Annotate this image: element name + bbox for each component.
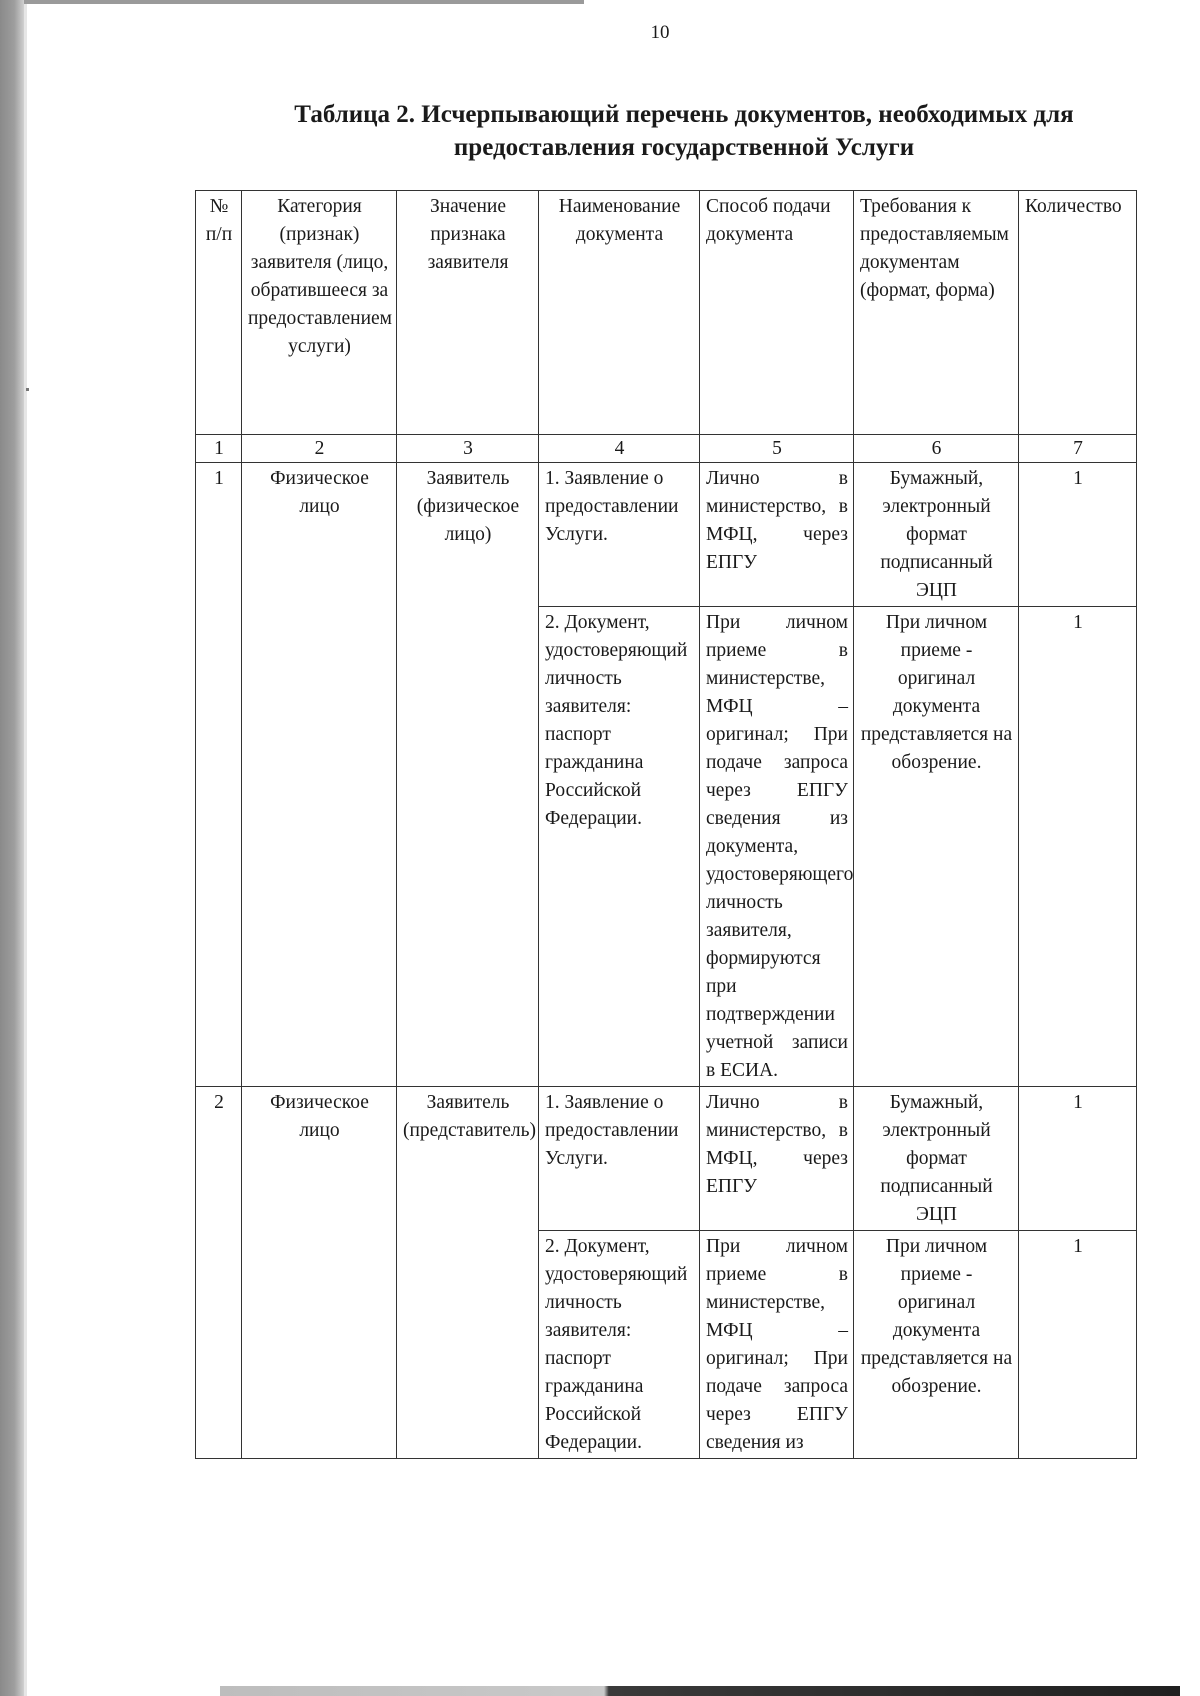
scan-speck — [26, 388, 29, 391]
doc-requirements: При личном приеме - оригинал документа представляется на обозрение. — [854, 607, 1019, 1087]
table-row — [196, 463, 1137, 607]
column-number: 3 — [397, 435, 539, 463]
doc-requirements: При личном приеме - оригинал документа представляется на обозрение. — [854, 1231, 1019, 1459]
page-title — [230, 98, 1138, 164]
column-number: 2 — [242, 435, 397, 463]
scan-margin-left — [0, 0, 24, 1696]
header-requirements: Требования к предоставляемым документам (формат, форма) — [854, 191, 1019, 435]
doc-quantity: 1 — [1019, 1231, 1137, 1459]
doc-quantity: 1 — [1019, 463, 1137, 607]
scan-margin-edge — [24, 0, 27, 1696]
row-category: Физическое лицо — [242, 1087, 397, 1459]
doc-quantity: 1 — [1019, 1087, 1137, 1231]
column-number: 5 — [700, 435, 854, 463]
scan-margin-top — [24, 0, 584, 4]
header-quantity: Количество — [1019, 191, 1137, 435]
row-value: Заявитель (представитель) — [397, 1087, 539, 1459]
column-number: 4 — [539, 435, 700, 463]
header-doc-name: Наименование документа — [539, 191, 700, 435]
doc-name: 2. Документ, удостоверяющий личность заявителя: паспорт гражданина Российской Федерации. — [539, 607, 700, 1087]
page-title-line1: Таблица 2. Исчерпывающий перечень документов, необходимых для — [294, 101, 1074, 128]
row-num: 1 — [196, 463, 242, 1087]
page-number: 10 — [650, 22, 670, 43]
doc-name: 1. Заявление о предоставлении Услуги. — [539, 463, 700, 607]
doc-name: 2. Документ, удостоверяющий личность заявителя: паспорт гражданина Российской Федерации. — [539, 1231, 700, 1459]
row-category: Физическое лицо — [242, 463, 397, 1087]
header-value: Значение признака заявителя — [397, 191, 539, 435]
doc-method: При личном приеме в министерстве, МФЦ – оригинал; При подаче запроса через ЕПГУ сведения из — [700, 1231, 854, 1459]
row-value: Заявитель (физическое лицо) — [397, 463, 539, 1087]
doc-name: 1. Заявление о предоставлении Услуги. — [539, 1087, 700, 1231]
scan-margin-bottom — [220, 1686, 1180, 1696]
doc-method: При личном приеме в министерстве, МФЦ – оригинал; При подаче запроса через ЕПГУ сведения из документа, удостоверяющего личность заявителя, формируются при подтверждении учетной записи в ЕСИА. — [700, 607, 854, 1087]
doc-method: Лично в министерство, в МФЦ, через ЕПГУ — [700, 463, 854, 607]
header-category: Категория (признак) заявителя (лицо, обратившееся за предоставлением услуги) — [242, 191, 397, 435]
column-number: 6 — [854, 435, 1019, 463]
column-number: 1 — [196, 435, 242, 463]
doc-method: Лично в министерство, в МФЦ, через ЕПГУ — [700, 1087, 854, 1231]
table-header-row — [196, 191, 1137, 435]
table-row — [196, 1087, 1137, 1231]
column-number-row — [196, 435, 1137, 463]
doc-requirements: Бумажный, электронный формат подписанный ЭЦП — [854, 1087, 1019, 1231]
column-number: 7 — [1019, 435, 1137, 463]
header-method: Способ подачи документа — [700, 191, 854, 435]
header-num: № п/п — [196, 191, 242, 435]
row-num: 2 — [196, 1087, 242, 1459]
doc-requirements: Бумажный, электронный формат подписанный ЭЦП — [854, 463, 1019, 607]
page-title-line2: предоставления государственной Услуги — [453, 134, 915, 161]
documents-table — [195, 190, 1137, 1459]
doc-quantity: 1 — [1019, 607, 1137, 1087]
